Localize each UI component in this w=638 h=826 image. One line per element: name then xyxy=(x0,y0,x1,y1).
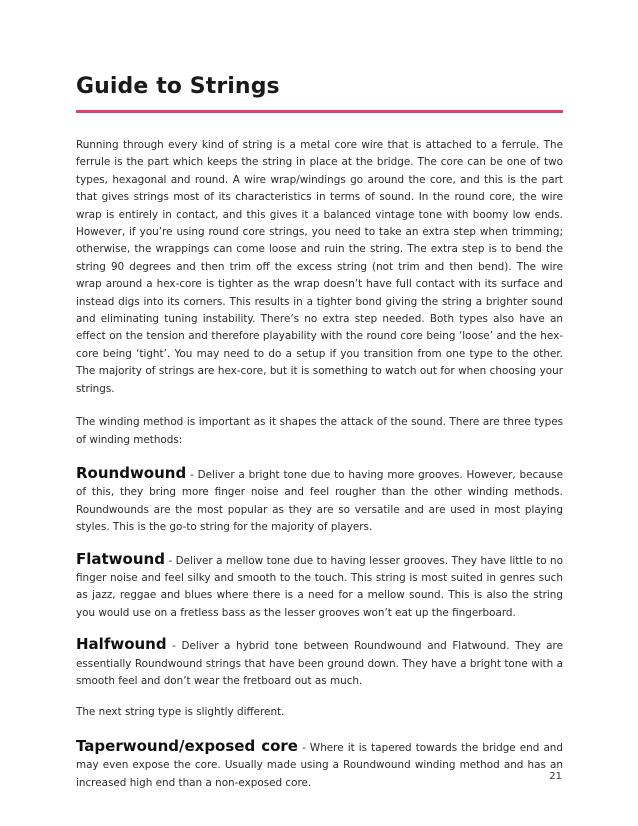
entry-term: Halfwound xyxy=(76,635,167,654)
entry-roundwound xyxy=(76,465,563,537)
intro-paragraph: Running through every kind of string is a metal core wire that is attached to a ferrule. The ferrule is the part which keeps the string in place at the bridge. The core can be one of two types, hexagonal and round. A wire wrap/windings go around the core, and this is the part that gives strings most of its characteristics in terms of sound. In the round core, the wire wrap is entirely in contact, and this gives it a balanced vintage tone with boomy low ends. However, if you’re using round core strings, you need to take an extra step when trimming; otherwise, the wrappings can come loose and ruin the string. The extra step is to bend the string 90 degrees and then trim off the excess string (not trim and then bend). The wire wrap around a hex-core is tighter as the wrap doesn’t have full contact with its surface and instead digs into its corners. This results in a tighter bond giving the string a brighter sound and eliminating tuning instability. There’s no extra step needed. Both types also have an effect on the tension and therefore playability with the round core being ‘loose’ and the hex-core being ‘tight’. You may need to do a setup if you transition from one type to the other. The majority of strings are hex-core, but it is something to watch out for when choosing your strings. xyxy=(76,139,563,395)
winding-intro-paragraph: The winding method is important as it shapes the attack of the sound. There are three types of winding methods: xyxy=(76,416,563,446)
transition-paragraph: The next string type is slightly different. xyxy=(76,706,285,719)
page-number: 21 xyxy=(549,771,562,782)
entry-flatwound xyxy=(76,551,563,623)
entry-term: Roundwound xyxy=(76,463,187,482)
entry-text: - Deliver a hybrid tone between Roundwound and Flatwound. They are essentially Roundwound strings that have been ground down. They have a bright tone with a smooth feel and don’t wear the fretboard out as much. xyxy=(76,640,563,687)
entry-text: - Deliver a bright tone due to having more grooves. However, because of this, they bring more finger noise and feel rougher than the other winding methods. Roundwounds are the most popular as they are so versatile and are used in most playing styles. This is the go-to string for the majority of players. xyxy=(76,468,563,534)
entry-term: Taperwound/exposed core xyxy=(76,736,298,755)
entry-text: - Where it is tapered towards the bridge end and may even expose the core. Usually made using a Roundwound winding method and has an increased high end than a non-exposed core. xyxy=(76,741,563,789)
entry-term: Flatwound xyxy=(76,549,165,568)
entry-taperwound xyxy=(76,738,563,792)
entry-halfwound xyxy=(76,636,563,690)
body-text xyxy=(76,137,563,806)
title-underline xyxy=(76,110,563,113)
page-title: Guide to Strings xyxy=(76,74,280,99)
entry-text: - Deliver a mellow tone due to having lesser grooves. They have little to no finger noise and feel silky and smooth to the touch. This string is most suited in genres such as jazz, reggae and blues where there is a need for a mellow sound. This is also the string you would use on a fretless bass as the lesser grooves won’t eat up the fingerboard. xyxy=(76,554,563,619)
